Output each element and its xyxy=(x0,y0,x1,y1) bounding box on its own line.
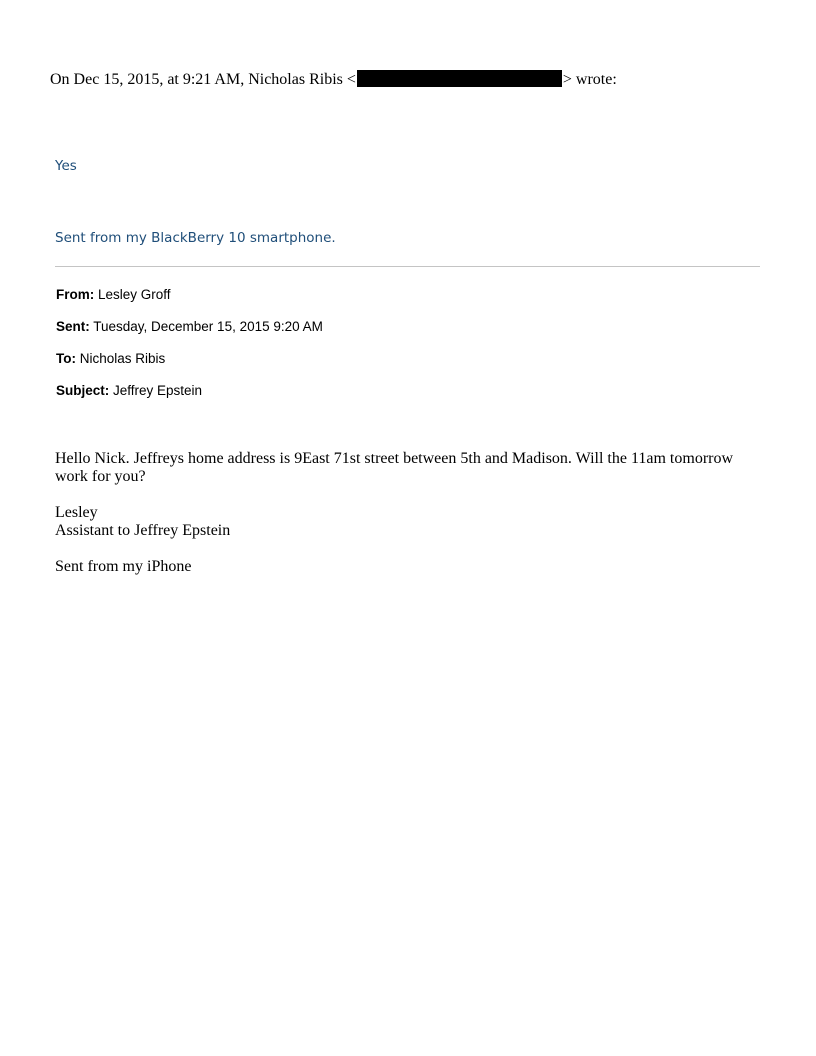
to-label: To: xyxy=(56,351,76,366)
from-label: From: xyxy=(56,287,95,302)
header-to xyxy=(56,350,165,368)
sent-from-line: Sent from my iPhone xyxy=(55,558,192,575)
sent-value: Tuesday, December 15, 2015 9:20 AM xyxy=(89,319,323,334)
sent-label: Sent: xyxy=(56,319,90,334)
reply-text: Yes xyxy=(55,158,77,174)
subject-label: Subject: xyxy=(56,383,110,398)
subject-value: Jeffrey Epstein xyxy=(109,383,203,398)
header-from xyxy=(56,286,171,304)
redacted-email-block xyxy=(357,70,562,87)
header-divider xyxy=(55,266,760,267)
signature-title: Assistant to Jeffrey Epstein xyxy=(55,522,231,539)
message-body: Hello Nick. Jeffreys home address is 9East 71st street between 5th and Madison. Will the 11am tomorrow work for you? xyxy=(55,450,734,485)
header-subject xyxy=(56,382,202,400)
signature-name: Lesley xyxy=(55,504,98,521)
header-sent xyxy=(56,318,323,336)
reply-signature: Sent from my BlackBerry 10 smartphone. xyxy=(55,230,336,246)
from-value: Lesley Groff xyxy=(94,287,171,302)
quoted-header-prefix: On Dec 15, 2015, at 9:21 AM, Nicholas Ribis < xyxy=(50,71,356,88)
to-value: Nicholas Ribis xyxy=(76,351,166,366)
quoted-header-suffix: > wrote: xyxy=(562,71,617,88)
quoted-header-line xyxy=(50,70,617,90)
